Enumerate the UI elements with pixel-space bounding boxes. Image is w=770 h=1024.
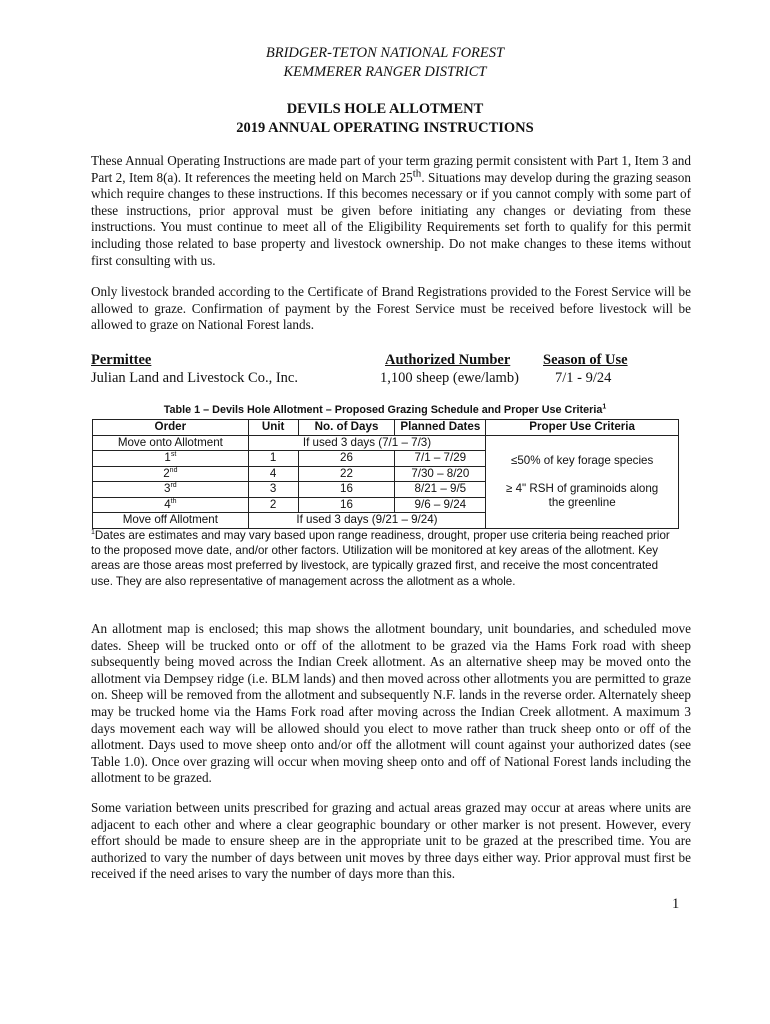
- header-criteria: Proper Use Criteria: [486, 420, 679, 436]
- footnote-marker: 1: [91, 529, 95, 537]
- header-order: Order: [93, 420, 249, 436]
- table-footnote: [91, 528, 681, 589]
- days-cell: 16: [298, 482, 395, 498]
- days-cell: 26: [298, 451, 395, 467]
- authorized-number-heading: Authorized Number: [385, 352, 511, 368]
- forest-name: BRIDGER-TETON NATIONAL FOREST: [265, 45, 505, 61]
- document-title-block: [0, 100, 770, 138]
- permittee-value: Julian Land and Livestock Co., Inc.: [91, 370, 298, 386]
- unit-variation-paragraph: Some variation between units prescribed for grazing and actual areas grazed may occur at areas where units are adjacent to each other and where a clear geographic boundary or other marker is not present. However, every effort should be made to ensure sheep are in the appropriate unit to be grazed at the prescribed time. You are authorized to vary the number of days between unit moves by three days either way. Prior approval must first be received if the need arises to vary the number of days more than this.: [91, 800, 691, 882]
- page-number: 1: [672, 896, 680, 912]
- document-header: [0, 44, 770, 82]
- order-cell: 3rd: [93, 482, 249, 498]
- move-off-value: If used 3 days (9/21 – 9/24): [248, 513, 486, 529]
- unit-cell: 4: [248, 466, 298, 482]
- unit-cell: 2: [248, 497, 298, 513]
- allotment-map-paragraph: An allotment map is enclosed; this map shows the allotment boundary, unit boundaries, and scheduled move dates. Sheep will be trucked onto or off of the allotment to be grazed via the Hams Fork road with sheep subsequently being moved across the Indian Creek allotment. As an alternative sheep may be moved onto the allotment via Dempsey ridge (i.e. BLM lands) and then moved across other allotments you are permitted to graze on. Sheep will be removed from the allotment and subsequently N.F. lands in the reverse order. Alternately sheep may be trucked home via the Hams Fork road after moving across the Indian Creek allotment. A maximum 3 days movement each way will be allowed should you elect to move rather than truck sheep onto or off of the allotment. Days used to move sheep onto and/or off the allotment will count against your authorized dates (see Table 1.0). Once over grazing will occur when moving sheep onto and off of National Forest lands including the allotment to be grazed.: [91, 621, 691, 786]
- dates-cell: 8/21 – 9/5: [395, 482, 486, 498]
- document-subtitle: 2019 ANNUAL OPERATING INSTRUCTIONS: [236, 120, 534, 136]
- days-cell: 16: [298, 497, 395, 513]
- criteria-forage: ≤50% of key forage species: [510, 453, 654, 467]
- order-cell: 1st: [93, 451, 249, 467]
- footnote-text: Dates are estimates and may vary based upon range readiness, drought, proper use criteria being reached prior to the proposed move date, and/or other factors. Utilization will be monitored at key areas of the allotment. Key areas are those areas most preferred by livestock, are typically grazed first, and receive the most concentrated use. They are also representative of management across the allotment as a whole.: [91, 529, 670, 588]
- unit-cell: 3: [248, 482, 298, 498]
- order-cell: 2nd: [93, 466, 249, 482]
- authorized-number-value: 1,100 sheep (ewe/lamb): [380, 370, 519, 386]
- dates-cell: 9/6 – 9/24: [395, 497, 486, 513]
- move-on-label: Move onto Allotment: [93, 435, 249, 451]
- order-cell: 4th: [93, 497, 249, 513]
- move-off-label: Move off Allotment: [93, 513, 249, 529]
- criteria-rsh: ≥ 4" RSH of graminoids along the greenline: [506, 481, 659, 509]
- season-value: 7/1 - 9/24: [555, 370, 612, 386]
- table-title-sup: 1: [602, 403, 607, 411]
- livestock-paragraph: Only livestock branded according to the Certificate of Brand Registrations provided to the Forest Service will be allowed to graze. Confirmation of payment by the Forest Service must be received before livestock will be allowed to graze on National Forest lands.: [91, 284, 691, 333]
- permittee-heading: Permittee: [91, 352, 152, 368]
- proper-use-criteria: [486, 435, 679, 528]
- table-row-move-on: [93, 435, 679, 451]
- move-on-value: If used 3 days (7/1 – 7/3): [248, 435, 486, 451]
- document-title: DEVILS HOLE ALLOTMENT: [286, 101, 484, 117]
- intro-superscript: th: [412, 167, 422, 180]
- header-unit: Unit: [248, 420, 298, 436]
- season-heading: Season of Use: [543, 352, 628, 368]
- intro-text-b: . Situations may develop during the grazing season which require changes to these instructions. If this becomes necessary or if you cannot comply with some part of these instructions, prior approval must be given before initiating any changes or deviating from these instructions. You must continue to meet all of the Eligibility Requirements set forth to qualify for this permit including those related to base property and livestock ownership. Do not make changes to these items without first consulting with us.: [91, 169, 691, 268]
- table-title-text: Table 1 – Devils Hole Allotment – Proposed Grazing Schedule and Proper Use Criteria: [163, 404, 603, 416]
- grazing-schedule-table: [92, 419, 679, 529]
- dates-cell: 7/1 – 7/29: [395, 451, 486, 467]
- dates-cell: 7/30 – 8/20: [395, 466, 486, 482]
- district-name: KEMMERER RANGER DISTRICT: [283, 64, 487, 80]
- header-dates: Planned Dates: [395, 420, 486, 436]
- header-days: No. of Days: [298, 420, 395, 436]
- table-header-row: [93, 420, 679, 436]
- intro-text-a: These Annual Operating Instructions are made part of your term grazing permit consistent with Part 1, Item 3 and Part 2, Item 8(a). It references the meeting held on March 25: [91, 153, 691, 185]
- unit-cell: 1: [248, 451, 298, 467]
- intro-paragraph: [91, 153, 691, 269]
- days-cell: 22: [298, 466, 395, 482]
- table-title: [91, 404, 679, 416]
